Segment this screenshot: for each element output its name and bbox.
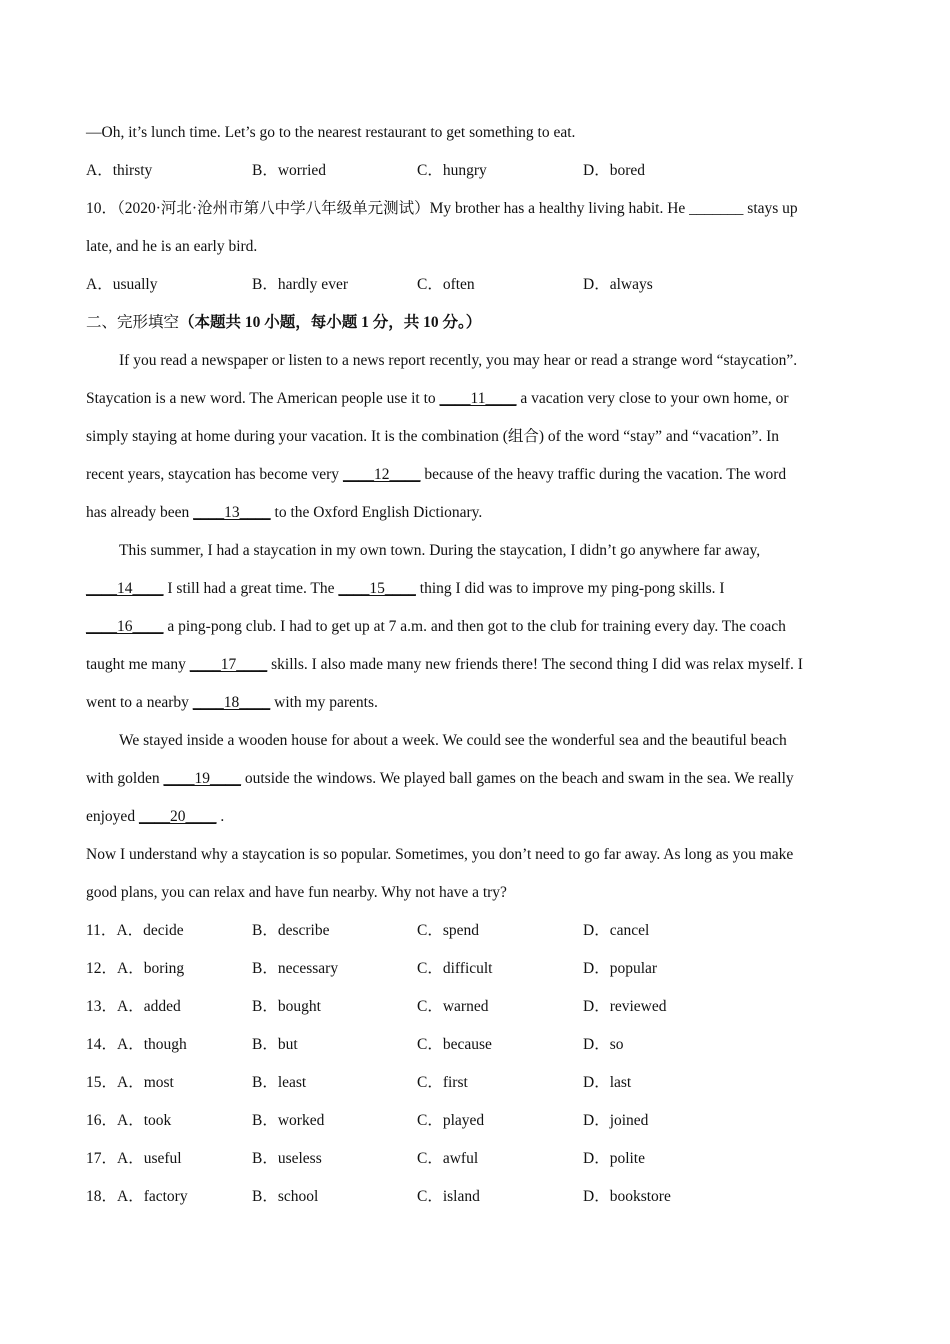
passage-text: outside the windows. We played ball games on the beach and swam in the sea. We really (244, 770, 794, 787)
answer-option-b[interactable]: B．necessary (252, 960, 339, 977)
blank-12[interactable]: ____12____ (342, 466, 421, 483)
answer-option-a[interactable] (86, 950, 184, 988)
prev-question-options (86, 152, 866, 190)
passage-line (86, 608, 866, 646)
question-number: 18． (86, 1188, 118, 1205)
passage-text: We stayed inside a wooden house for about a week. We could see the wonderful sea and the beautiful beach (119, 732, 787, 749)
answer-option-c[interactable]: C．first (417, 1074, 468, 1091)
question-number: 17． (86, 1150, 118, 1167)
answer-option-a[interactable] (86, 912, 184, 950)
option-label: A．decide (116, 922, 184, 939)
answer-option-b[interactable]: B．school (252, 1188, 319, 1205)
passage-line (86, 456, 866, 494)
question-number: 13． (86, 998, 118, 1015)
answer-option-c[interactable]: C．played (417, 1112, 485, 1129)
answer-option-b[interactable]: B．bought (252, 998, 321, 1015)
passage-line (119, 342, 867, 380)
blank-19[interactable]: ____19____ (163, 770, 241, 787)
stem-text: late, and he is an early bird. (86, 238, 258, 255)
answer-option-d[interactable]: D．reviewed (583, 998, 667, 1015)
blank-14[interactable]: ____14____ (86, 580, 164, 597)
passage-line (86, 380, 866, 418)
passage-text: taught me many (86, 656, 186, 673)
blank-11[interactable]: ____11____ (439, 390, 517, 407)
option-label: A．most (117, 1074, 174, 1091)
answer-option-d[interactable]: D．bookstore (583, 1188, 671, 1205)
answer-option-a[interactable] (86, 1064, 174, 1102)
passage-line (119, 532, 867, 570)
answer-option-c[interactable]: C．difficult (417, 960, 493, 977)
answer-blank[interactable]: _______ (689, 200, 744, 217)
passage-text: recent years, staycation has become very (86, 466, 340, 483)
answer-option-b[interactable]: B．useless (252, 1150, 322, 1167)
section-heading (86, 304, 866, 342)
answer-option-d[interactable]: D．cancel (583, 922, 650, 939)
answer-row-18 (86, 1178, 866, 1216)
option-label: A．factory (117, 1188, 188, 1205)
answer-row-11 (86, 912, 866, 950)
answer-option-a[interactable] (86, 1102, 171, 1140)
option-b[interactable]: B．worried (252, 162, 327, 179)
answer-option-a[interactable] (86, 1178, 188, 1216)
passage-line (86, 494, 866, 532)
answer-row-14 (86, 1026, 866, 1064)
answer-option-c[interactable]: C．awful (417, 1150, 479, 1167)
passage-text: simply staying at home during your vacation. It is the combination (组合) of the word “stay” and “vacation”. In (86, 428, 780, 445)
passage-text: If you read a newspaper or listen to a news report recently, you may hear or read a strange word “staycation”. (119, 352, 798, 369)
answer-option-d[interactable]: D．last (583, 1074, 632, 1091)
answer-option-b[interactable]: B．but (252, 1036, 298, 1053)
answer-option-c[interactable]: C．because (417, 1036, 492, 1053)
passage-line (86, 684, 866, 722)
answer-row-12 (86, 950, 866, 988)
option-a[interactable]: A．thirsty (86, 162, 153, 179)
passage-line (119, 722, 867, 760)
option-label: A．useful (117, 1150, 182, 1167)
question-number: 10． (86, 200, 118, 217)
passage-text: thing I did was to improve my ping-pong skills. I (419, 580, 725, 597)
passage-line (86, 418, 866, 456)
answer-option-d[interactable]: D．polite (583, 1150, 645, 1167)
blank-13[interactable]: ____13____ (193, 504, 271, 521)
passage-text: enjoyed (86, 808, 136, 825)
passage-text: a ping-pong club. I had to get up at 7 a.m. and then got to the club for training every day. The coach (167, 618, 786, 635)
blank-17[interactable]: ____17____ (189, 656, 268, 673)
option-label: A．boring (117, 960, 185, 977)
answer-row-15 (86, 1064, 866, 1102)
blank-20[interactable]: ____20____ (138, 808, 217, 825)
passage-text: has already been (86, 504, 190, 521)
question-number: 12． (86, 960, 118, 977)
answer-option-a[interactable] (86, 988, 181, 1026)
answer-option-a[interactable] (86, 1026, 187, 1064)
answer-option-d[interactable]: D．popular (583, 960, 658, 977)
passage-text: with golden (86, 770, 160, 787)
option-d[interactable]: D．always (583, 276, 653, 293)
answer-row-17 (86, 1140, 866, 1178)
question-source: （2020·河北·沧州市第八中学八年级单元测试） (117, 200, 430, 217)
blank-18[interactable]: ____18____ (192, 694, 271, 711)
section-note: （本题共 10 小题，每小题 1 分，共 10 分。） (179, 314, 482, 331)
passage-text: to the Oxford English Dictionary. (274, 504, 483, 521)
passage-text: with my parents. (274, 694, 378, 711)
answer-option-d[interactable]: D．so (583, 1036, 624, 1053)
question-10-stem (86, 190, 866, 228)
answer-option-c[interactable]: C．island (417, 1188, 480, 1205)
prev-response-text: —Oh, it’s lunch time. Let’s go to the nearest restaurant to get something to eat. (86, 124, 576, 141)
passage-text: skills. I also made many new friends there! The second thing I did was relax myself. I (271, 656, 803, 673)
option-c[interactable]: C．often (417, 276, 475, 293)
passage-line (86, 874, 866, 912)
option-b[interactable]: B．hardly ever (252, 276, 348, 293)
question-10-stem-line2 (86, 228, 866, 266)
stem-text: My brother has a healthy living habit. He (429, 200, 686, 217)
option-d[interactable]: D．bored (583, 162, 645, 179)
answer-option-c[interactable]: C．spend (417, 922, 480, 939)
passage-text: Staycation is a new word. The American people use it to (86, 390, 436, 407)
question-number: 11． (86, 922, 117, 939)
answer-option-b[interactable]: B．describe (252, 922, 330, 939)
passage-line (86, 570, 866, 608)
option-c[interactable]: C．hungry (417, 162, 487, 179)
question-number: 14． (86, 1036, 118, 1053)
passage-text: . (220, 808, 225, 825)
answer-option-c[interactable]: C．warned (417, 998, 489, 1015)
option-label: A．added (117, 998, 181, 1015)
passage-text: This summer, I had a staycation in my own town. During the staycation, I didn’t go anywhere far away, (119, 542, 761, 559)
passage-line (86, 798, 866, 836)
answer-option-a[interactable] (86, 1140, 182, 1178)
answer-option-d[interactable]: D．joined (583, 1112, 649, 1129)
passage-line (86, 836, 866, 874)
answer-option-b[interactable]: B．least (252, 1074, 307, 1091)
passage-text: I still had a great time. The (167, 580, 335, 597)
blank-16[interactable]: ____16____ (86, 618, 164, 635)
stem-text: stays up (747, 200, 798, 217)
question-10-options (86, 266, 866, 304)
question-number: 15． (86, 1074, 118, 1091)
answer-row-16 (86, 1102, 866, 1140)
question-number: 16． (86, 1112, 118, 1129)
answer-option-b[interactable]: B．worked (252, 1112, 325, 1129)
answer-row-13 (86, 988, 866, 1026)
blank-15[interactable]: ____15____ (338, 580, 416, 597)
option-label: A．though (117, 1036, 187, 1053)
passage-text: because of the heavy traffic during the vacation. The word (424, 466, 787, 483)
passage-line (86, 760, 866, 798)
passage-line (86, 646, 866, 684)
passage-text: went to a nearby (86, 694, 189, 711)
option-a[interactable]: A．usually (86, 276, 158, 293)
passage-text: good plans, you can relax and have fun nearby. Why not have a try? (86, 884, 507, 901)
option-label: A．took (117, 1112, 172, 1129)
passage-text: a vacation very close to your own home, or (520, 390, 789, 407)
passage-text: Now I understand why a staycation is so popular. Sometimes, you don’t need to go far away. As long as you make (86, 846, 794, 863)
section-title: 二、完形填空 (86, 314, 180, 331)
prev-question-response (86, 114, 866, 152)
